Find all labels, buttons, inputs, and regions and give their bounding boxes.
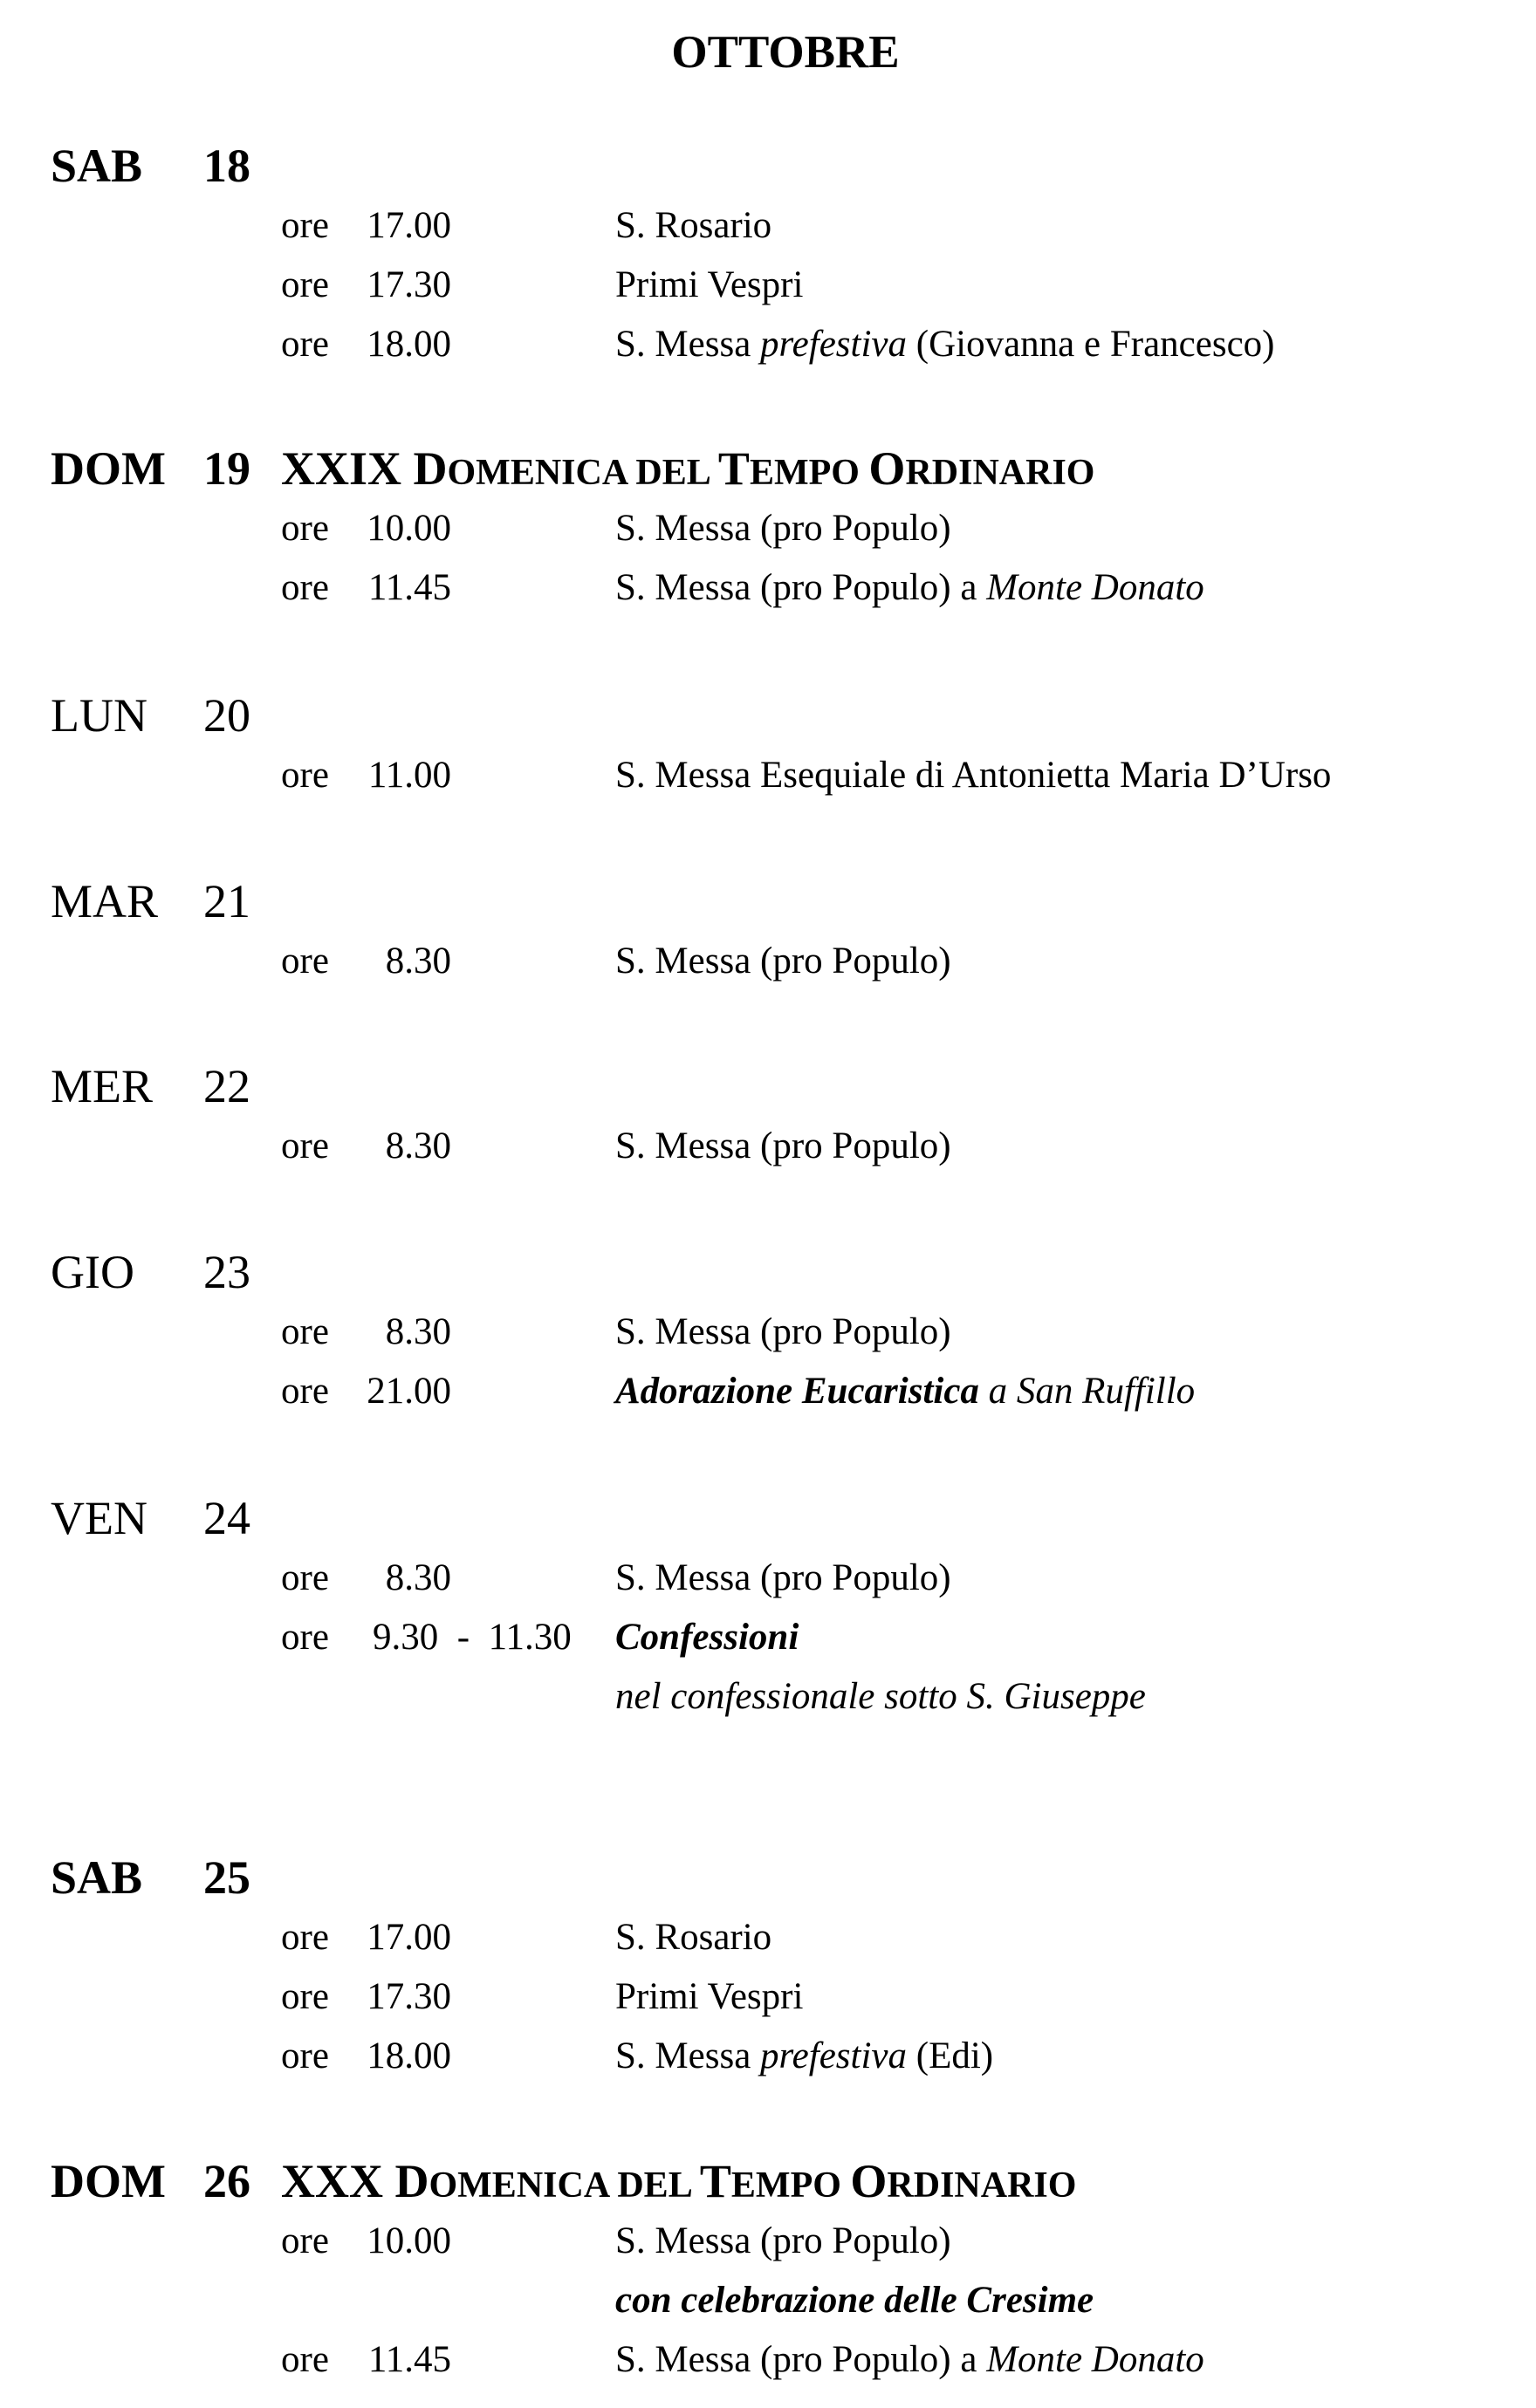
event-description [615,207,771,244]
event-description [615,1127,951,1165]
day-number: 24 [203,1492,250,1544]
time-label: ore [281,1617,329,1658]
day-title-part: O [850,2155,888,2207]
day-title-part: RDINARIO [887,2165,1077,2206]
event-description-part: Primi Vespri [615,264,804,305]
day-name: DOM [51,442,166,495]
event-row [0,930,1536,989]
time-label: ore [281,2220,329,2261]
event-time: 8.30 [385,941,451,982]
event-description-part: prefestiva [760,2035,908,2076]
event-description-part: S. Messa (pro Populo) [615,2220,951,2261]
day-header [0,1242,1536,1301]
event-description-part: S. Messa (pro Populo) [615,1125,951,1166]
event-description-part: S. Messa (pro Populo) a [615,567,987,608]
event-description [615,325,1274,363]
event-description [615,1559,951,1597]
event-description-part: S. Messa (pro Populo) [615,508,951,549]
event-description-part: S. Rosario [615,205,772,246]
event-row [0,1547,1536,1606]
day-block [0,1056,1536,1174]
event-description [615,2222,951,2260]
day-name: MER [51,1060,154,1112]
event-time: 17.00 [367,1917,451,1958]
event-description [615,2281,1094,2319]
event-description-part: S. Messa [615,324,761,365]
day-block [0,2151,1536,2388]
event-description [615,756,1331,794]
event-time: 11.45 [367,2339,451,2380]
event-row [0,254,1536,313]
time-label: ore [281,1371,329,1412]
event-time: 17.00 [367,205,451,246]
time-label: ore [281,1311,329,1352]
day-number: 26 [203,2155,250,2207]
day-name: GIO [51,1246,134,1298]
day-name: VEN [51,1492,147,1544]
day-block [0,1488,1536,1725]
event-description-part: (Giovanna e Francesco) [907,324,1275,365]
event-row [0,2329,1536,2388]
event-description-part: Confessioni [615,1617,799,1658]
event-description [615,2341,1204,2378]
event-description [615,1678,1146,1715]
event-description-part: nel confessionale sotto S. Giuseppe [615,1676,1146,1717]
event-time: 9.30 - 11.30 [373,1617,572,1658]
event-description-part: S. Messa (pro Populo) [615,941,951,982]
event-time: 17.30 [367,1976,451,2017]
event-row [0,1115,1536,1174]
event-description [615,1313,951,1351]
day-number: 19 [203,442,250,495]
event-time: 11.45 [367,567,451,608]
day-name: SAB [51,1851,143,1904]
day-block [0,685,1536,804]
day-block [0,135,1536,373]
event-time: 18.00 [367,324,451,365]
event-row [0,2210,1536,2269]
event-description-part: a San Ruffillo [978,1371,1196,1412]
time-label: ore [281,1125,329,1166]
event-description [615,1372,1195,1410]
event-row [0,313,1536,373]
day-title-part: T [717,442,750,495]
event-time: 10.00 [367,2220,451,2261]
day-block [0,438,1536,616]
event-description-part: S. Messa [615,2035,761,2076]
day-header [0,2151,1536,2210]
day-block [0,1847,1536,2084]
time-label: ore [281,755,329,796]
day-title [281,442,1095,495]
page-title: OTTOBRE [671,27,900,78]
event-description [615,1618,799,1656]
event-description [615,510,951,547]
day-number: 23 [203,1246,250,1298]
day-name: SAB [51,140,143,192]
event-description-part: Monte Donato [986,567,1204,608]
event-row [0,1360,1536,1419]
time-label: ore [281,324,329,365]
time-label: ore [281,1976,329,2017]
event-description [615,1978,803,2015]
day-header [0,1488,1536,1547]
event-description-part: S. Messa Esequiale di Antonietta Maria D’Urso [615,755,1332,796]
day-title-part: XXIX D [281,442,448,495]
time-label: ore [281,941,329,982]
day-title-part: EMPO [749,453,869,493]
event-time: 11.00 [367,755,451,796]
event-time: 10.00 [367,508,451,549]
day-number: 18 [203,140,250,192]
event-time: 17.30 [367,264,451,305]
day-title-part: RDINARIO [905,453,1095,493]
event-time: 8.30 [385,1557,451,1598]
time-label: ore [281,1557,329,1598]
day-header [0,1056,1536,1115]
event-description-part: Adorazione Eucaristica [615,1371,979,1412]
event-row [0,195,1536,254]
event-row [0,744,1536,804]
day-header [0,135,1536,195]
event-description-part: prefestiva [760,324,908,365]
day-title-part: OMENICA DEL [447,453,718,493]
event-description-part: S. Messa (pro Populo) a [615,2339,987,2380]
day-title [281,2155,1077,2207]
event-row [0,1906,1536,1966]
time-label: ore [281,2339,329,2380]
day-title-part: EMPO [730,2165,851,2206]
event-description-part: Primi Vespri [615,1976,804,2017]
event-row [0,1966,1536,2025]
day-name: DOM [51,2155,166,2207]
event-time: 8.30 [385,1125,451,1166]
time-label: ore [281,567,329,608]
event-row [0,557,1536,616]
event-row [0,1666,1536,1725]
day-header [0,1847,1536,1906]
event-time: 18.00 [367,2035,451,2076]
event-description-part: S. Rosario [615,1917,772,1958]
event-description [615,1919,771,1956]
time-label: ore [281,2035,329,2076]
event-row [0,497,1536,557]
day-header [0,438,1536,497]
event-description [615,942,951,980]
day-header [0,685,1536,744]
event-row [0,1606,1536,1666]
event-row [0,2025,1536,2084]
event-time: 21.00 [367,1371,451,1412]
day-number: 22 [203,1060,250,1112]
day-header [0,871,1536,930]
day-number: 25 [203,1851,250,1904]
event-description [615,569,1204,606]
time-label: ore [281,205,329,246]
event-description-part: con celebrazione delle Cresime [615,2280,1094,2321]
event-description-part: Monte Donato [986,2339,1204,2380]
day-number: 21 [203,875,250,927]
day-name: LUN [51,689,147,742]
event-description [615,2037,993,2075]
event-row [0,1301,1536,1360]
event-description-part: (Edi) [907,2035,994,2076]
day-name: MAR [51,875,159,927]
day-title-part: O [868,442,906,495]
day-block [0,1242,1536,1419]
day-number: 20 [203,689,250,742]
time-label: ore [281,1917,329,1958]
event-description [615,266,803,304]
event-time: 8.30 [385,1311,451,1352]
day-title-part: OMENICA DEL [429,2165,700,2206]
day-title-part: T [699,2155,731,2207]
time-label: ore [281,508,329,549]
day-title-part: XXX D [281,2155,429,2207]
event-description-part: S. Messa (pro Populo) [615,1311,951,1352]
day-block [0,871,1536,989]
event-row [0,2269,1536,2329]
event-description-part: S. Messa (pro Populo) [615,1557,951,1598]
time-label: ore [281,264,329,305]
